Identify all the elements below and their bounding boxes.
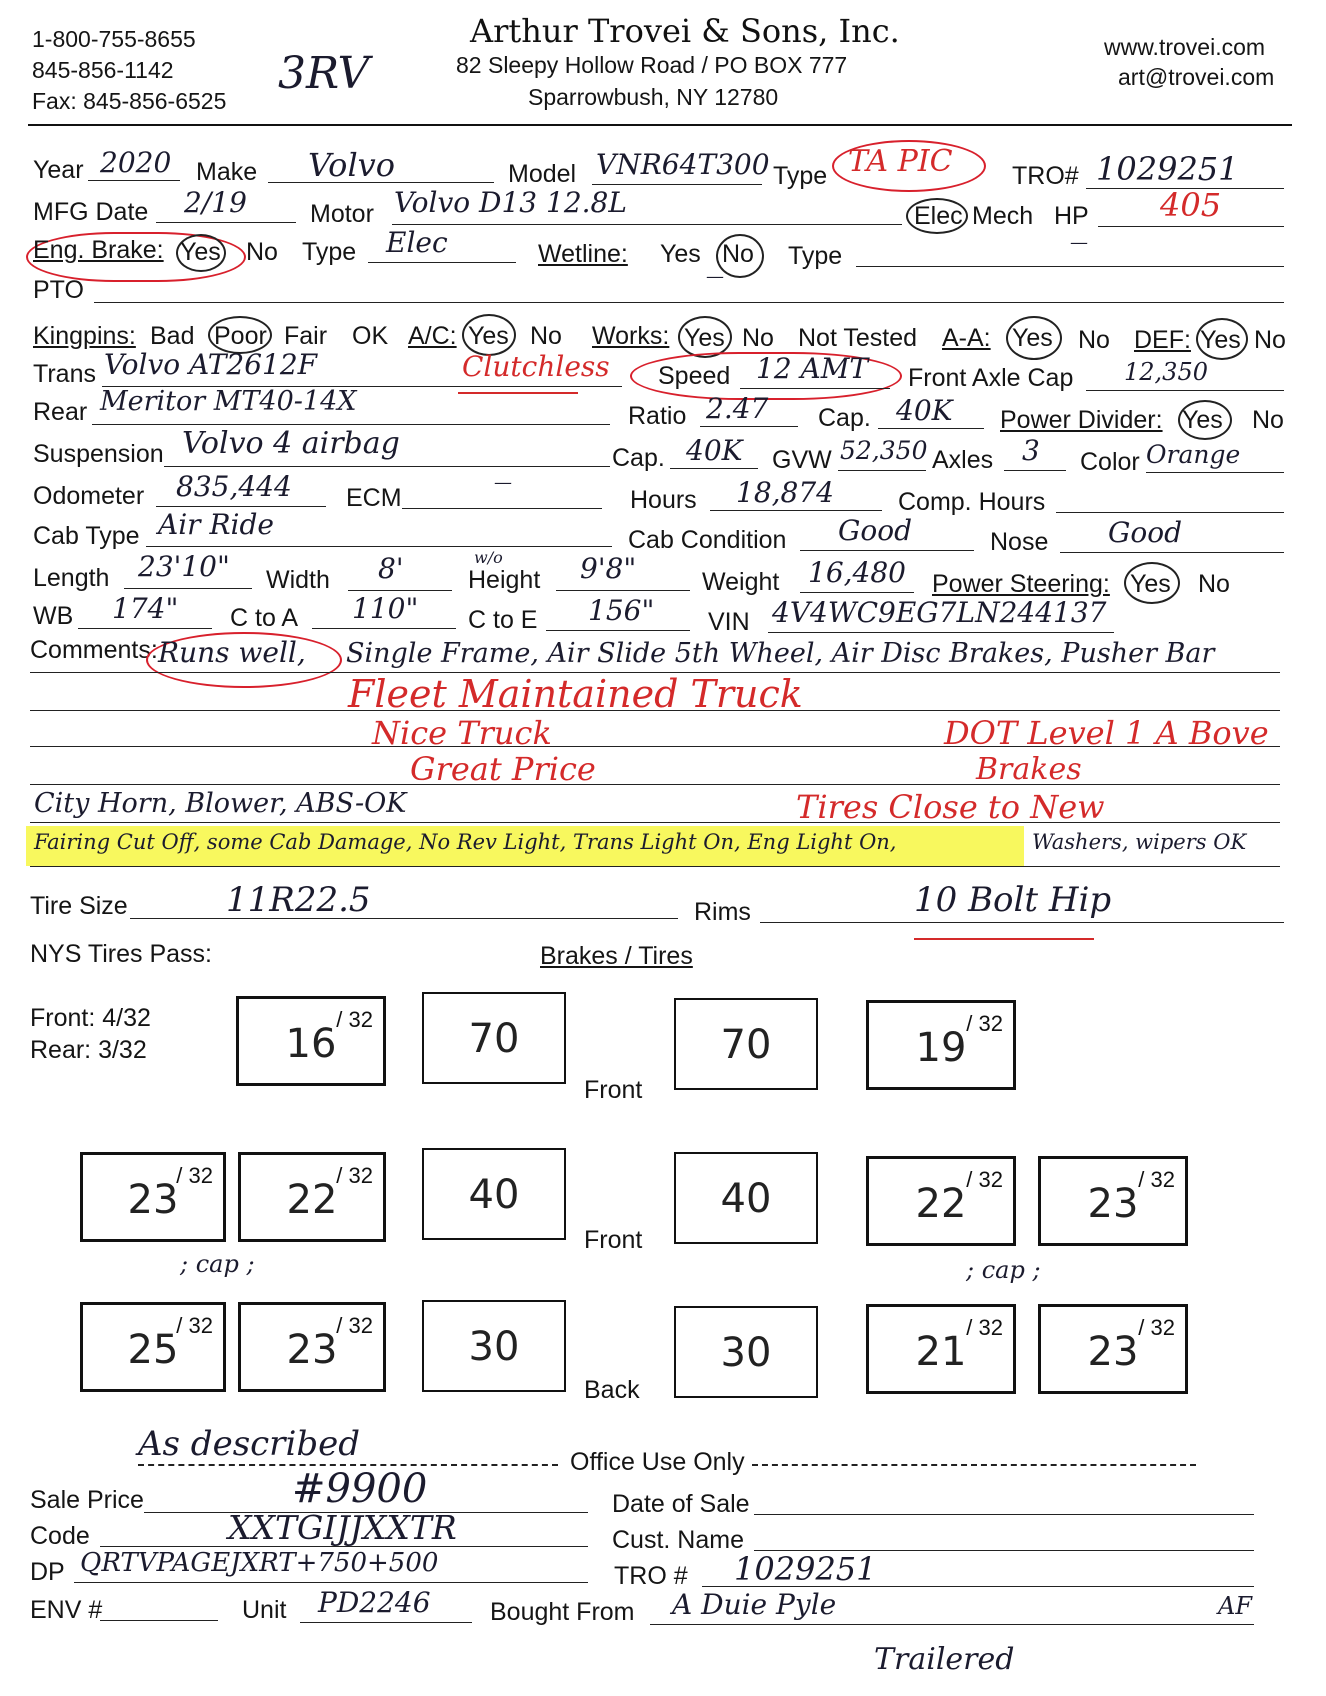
length-value[interactable]: 23'10" (138, 550, 230, 583)
cab-type-line (146, 546, 612, 547)
tire-tread-box[interactable] (866, 1304, 1016, 1394)
dp-line (74, 1582, 588, 1583)
trans-note-underline (458, 392, 578, 394)
aa-no[interactable]: No (1078, 326, 1110, 354)
works-label: Works: (592, 322, 670, 350)
comments-rule-2 (30, 710, 1280, 711)
aa-yes[interactable]: Yes (1012, 324, 1053, 352)
wetline-yes[interactable]: Yes (660, 240, 701, 268)
power-steering-yes[interactable]: Yes (1130, 570, 1171, 598)
kingpins-bad[interactable]: Bad (150, 322, 195, 350)
tire-tread-box[interactable] (238, 1152, 386, 1242)
per32-label: / 32 (1138, 1315, 1175, 1340)
tire-tread-value: 25 (127, 1327, 179, 1373)
works-yes[interactable]: Yes (684, 324, 725, 352)
per32-label: / 32 (336, 1007, 373, 1032)
wetline-label: Wetline: (538, 240, 628, 268)
trans-label: Trans (33, 360, 96, 388)
brake-box[interactable] (674, 998, 818, 1090)
tire-tread-value: 23 (1087, 1329, 1139, 1375)
height-note: w/o (474, 548, 503, 567)
rims-value[interactable]: 10 Bolt Hip (914, 880, 1112, 920)
tire-tread-box[interactable] (80, 1302, 226, 1392)
front-axle-cap-label: Front Axle Cap (908, 364, 1074, 392)
power-divider-label: Power Divider: (1000, 406, 1163, 434)
env-label: ENV # (30, 1596, 103, 1624)
nose-label: Nose (990, 528, 1049, 556)
brake-value: 40 (720, 1176, 772, 1222)
front-axle-cap-line (1086, 390, 1284, 391)
suspension-value[interactable]: Volvo 4 airbag (182, 426, 400, 461)
axles-line (1004, 470, 1066, 471)
weight-value[interactable]: 16,480 (808, 556, 906, 589)
works-no[interactable]: No (742, 324, 774, 352)
motor-line (392, 224, 902, 225)
works-not-tested[interactable]: Not Tested (798, 324, 918, 352)
comment-line-2[interactable]: Fleet Maintained Truck (348, 672, 803, 716)
suspension-line (164, 466, 610, 467)
tire-tread-value: 23 (127, 1177, 179, 1223)
width-label: Width (266, 566, 330, 594)
aa-label: A-A: (942, 324, 991, 352)
nose-value[interactable]: Good (1108, 516, 1183, 549)
hp-line (1098, 226, 1284, 227)
ratio-label: Ratio (628, 402, 687, 430)
color-line (1146, 472, 1284, 473)
tire-tread-value: 22 (286, 1177, 338, 1223)
width-line (348, 590, 452, 591)
unit-value[interactable]: PD2246 (318, 1586, 431, 1619)
cab-condition-line (800, 550, 974, 551)
cab-type-value[interactable]: Air Ride (158, 508, 274, 541)
brake-value: 30 (720, 1330, 772, 1376)
length-line (124, 588, 252, 589)
eng-brake-type-value[interactable]: Elec (386, 226, 448, 259)
axles-label: Axles (932, 446, 994, 474)
company-address-1: 82 Sleepy Hollow Road / PO BOX 777 (456, 52, 848, 78)
type-label: Type (773, 162, 828, 190)
handwritten-code: 3RV (278, 48, 370, 99)
pto-line (94, 302, 1284, 303)
motor-value[interactable]: Volvo D13 12.8L (394, 186, 627, 219)
ecm-label: ECM (346, 484, 402, 512)
year-value[interactable]: 2020 (100, 146, 172, 179)
per32-label: / 32 (176, 1163, 213, 1188)
power-divider-no[interactable]: No (1252, 406, 1284, 434)
power-divider-yes[interactable]: Yes (1182, 406, 1223, 434)
type-value[interactable]: TA PIC (848, 144, 953, 179)
header-divider (28, 124, 1292, 126)
speed-line (740, 388, 890, 389)
trans-note[interactable]: Clutchless (462, 350, 610, 383)
hours-label: Hours (630, 486, 697, 514)
make-value[interactable]: Volvo (308, 146, 396, 184)
nose-line (1060, 552, 1284, 553)
eng-brake-type-label: Type (302, 238, 357, 266)
tro-hash-value[interactable]: 1029251 (734, 1550, 877, 1588)
c-to-e-line (546, 630, 690, 631)
brake-box[interactable] (422, 1148, 566, 1240)
comment-line-4a[interactable]: Great Price (410, 750, 596, 788)
comments-rule-5 (30, 822, 1280, 823)
tro-label: TRO# (1012, 162, 1079, 190)
hp-label: HP (1054, 202, 1089, 230)
suspension-cap-value[interactable]: 40K (686, 434, 743, 467)
code-value[interactable]: XXTGIJJXXTR (228, 1508, 457, 1547)
def-yes[interactable]: Yes (1200, 326, 1241, 354)
rear-label: Rear (33, 398, 88, 426)
odometer-value[interactable]: 835,444 (176, 470, 292, 503)
trans-value[interactable]: Volvo AT2612F (104, 348, 318, 381)
wb-value[interactable]: 174" (112, 592, 179, 625)
unit-line (300, 1622, 472, 1623)
comments-rule-4 (30, 784, 1280, 785)
front-requirement: Front: 4/32 (30, 1004, 151, 1032)
tire-tread-box[interactable] (866, 1156, 1016, 1246)
odometer-label: Odometer (33, 482, 145, 510)
odometer-line (156, 506, 326, 507)
mfg-date-value[interactable]: 2/19 (184, 186, 247, 219)
weight-label: Weight (702, 568, 780, 596)
unit-label: Unit (242, 1596, 287, 1624)
motor-label: Motor (310, 200, 374, 228)
wetline-no[interactable]: No (722, 240, 754, 268)
eng-brake-yes[interactable]: Yes (180, 238, 221, 266)
per32-label: / 32 (966, 1011, 1003, 1036)
make-label: Make (196, 158, 258, 186)
fax-number: Fax: 845-856-6525 (32, 88, 227, 114)
ecm-line (402, 508, 602, 509)
c-to-a-value[interactable]: 110" (352, 592, 419, 625)
trailered-note: Trailered (874, 1642, 1015, 1677)
brake-value: 70 (720, 1022, 772, 1068)
cab-type-label: Cab Type (33, 522, 140, 550)
back-label: Back (584, 1376, 640, 1404)
comment-line-1[interactable]: Single Frame, Air Slide 5th Wheel, Air Disc Brakes, Pusher Bar (346, 638, 1215, 669)
website: www.trovei.com (1104, 34, 1266, 60)
height-value[interactable]: 9'8" (580, 552, 637, 585)
date-of-sale-line (754, 1514, 1254, 1515)
bought-from-label: Bought From (490, 1598, 635, 1626)
email: art@trovei.com (1118, 64, 1275, 90)
mfg-date-line (156, 222, 296, 223)
bought-from-line (650, 1624, 1254, 1625)
front-axle-cap-value[interactable]: 12,350 (1124, 358, 1208, 386)
comment-line-4b[interactable]: Brakes (976, 752, 1082, 787)
comment-line-5b[interactable]: Tires Close to New (796, 788, 1105, 826)
kingpins-label: Kingpins: (33, 322, 136, 350)
height-line (556, 590, 690, 591)
brake-box[interactable] (674, 1152, 818, 1244)
kingpins-poor[interactable]: Poor (214, 322, 267, 350)
tire-tread-box[interactable] (1038, 1156, 1188, 1246)
suspension-label: Suspension (33, 440, 164, 468)
weight-line (800, 592, 914, 593)
per32-label: / 32 (176, 1313, 213, 1338)
per32-label: / 32 (1138, 1167, 1175, 1192)
per32-label: / 32 (966, 1167, 1003, 1192)
gvw-value[interactable]: 52,350 (840, 436, 928, 465)
brake-value: 70 (468, 1016, 520, 1062)
per32-label: / 32 (966, 1315, 1003, 1340)
tro-value[interactable]: 1029251 (1096, 150, 1239, 188)
rims-label: Rims (694, 898, 751, 926)
hours-line (710, 510, 882, 511)
brake-value: 30 (468, 1324, 520, 1370)
office-dash-right (752, 1464, 1196, 1466)
color-value[interactable]: Orange (1146, 440, 1241, 469)
comment-line-3a[interactable]: Nice Truck (372, 714, 552, 752)
mfg-date-label: MFG Date (33, 198, 149, 226)
model-line (592, 184, 762, 185)
axles-value[interactable]: 3 (1022, 434, 1040, 467)
env-line (100, 1620, 218, 1621)
speed-label: Speed (658, 362, 731, 390)
comments-label: Comments: (30, 636, 158, 664)
c-to-e-label: C to E (468, 606, 538, 634)
office-use-only-label: Office Use Only (570, 1448, 745, 1476)
tire-tread-box[interactable] (80, 1152, 226, 1242)
length-label: Length (33, 564, 110, 592)
wetline-dash: — (706, 266, 724, 287)
tire-tread-value: 19 (915, 1025, 967, 1071)
comp-hours-line (1056, 512, 1284, 513)
tire-tread-box[interactable] (238, 1302, 386, 1392)
company-address-2: Sparrowbush, NY 12780 (528, 84, 779, 110)
sale-price-value[interactable]: #9900 (292, 1466, 428, 1512)
dp-value[interactable]: QRTVPAGEJXRT+750+500 (80, 1548, 439, 1578)
def-label: DEF: (1134, 326, 1191, 354)
wb-line (78, 628, 212, 629)
initials: AF (1218, 1592, 1252, 1620)
rear-cap-value[interactable]: 40K (896, 394, 953, 427)
per32-label: / 32 (336, 1313, 373, 1338)
code-label: Code (30, 1522, 90, 1550)
tire-size-label: Tire Size (30, 892, 128, 920)
mech-option[interactable]: Mech (972, 202, 1034, 230)
hp-value[interactable]: 405 (1160, 186, 1222, 224)
speed-value[interactable]: 12 AMT (756, 352, 869, 385)
eng-brake-type-line (368, 262, 516, 263)
tire-tread-box[interactable] (236, 996, 386, 1086)
wetline-type-value[interactable]: — (1070, 232, 1088, 253)
company-name: Arthur Trovei & Sons, Inc. (470, 12, 900, 50)
comment-line-3b[interactable]: DOT Level 1 A Bove (944, 714, 1269, 752)
tire-tread-box[interactable] (866, 1000, 1016, 1090)
front-label-1: Front (584, 1076, 643, 1104)
tire-tread-value: 21 (915, 1329, 967, 1375)
c-to-a-label: C to A (230, 604, 299, 632)
phone-2: 845-856-1142 (32, 57, 174, 83)
kingpins-ok[interactable]: OK (352, 322, 389, 350)
per32-label: / 32 (336, 1163, 373, 1188)
ac-yes[interactable]: Yes (468, 322, 509, 350)
color-label: Color (1080, 448, 1140, 476)
comments-rule-3 (30, 746, 1280, 747)
tire-tread-value: 23 (1087, 1181, 1139, 1227)
ac-label: A/C: (408, 322, 457, 350)
hours-value[interactable]: 18,874 (736, 476, 834, 509)
tire-size-line (130, 918, 678, 919)
tire-size-value[interactable]: 11R22.5 (226, 880, 371, 920)
gvw-label: GVW (772, 446, 832, 474)
ac-no[interactable]: No (530, 322, 562, 350)
kingpins-fair[interactable]: Fair (284, 322, 328, 350)
nys-tires-pass-label: NYS Tires Pass: (30, 940, 212, 968)
brake-box[interactable] (422, 1300, 566, 1392)
comment-line-6-highlight[interactable]: Fairing Cut Off, some Cab Damage, No Rev Light, Trans Light On, Eng Light On, (34, 830, 897, 854)
c-to-e-value[interactable]: 156" (588, 594, 655, 627)
rear-cap-label: Cap. (818, 404, 871, 432)
cap-note-right: ; cap ; (966, 1256, 1041, 1284)
pto-label: PTO (33, 276, 84, 304)
rear-requirement: Rear: 3/32 (30, 1036, 147, 1064)
def-no[interactable]: No (1254, 326, 1286, 354)
brakes-tires-heading: Brakes / Tires (540, 942, 693, 970)
model-value[interactable]: VNR64T300 (596, 148, 770, 181)
vin-line (768, 632, 1114, 633)
date-of-sale-label: Date of Sale (612, 1490, 750, 1518)
cust-name-label: Cust. Name (612, 1526, 744, 1554)
comment-line-6-rest[interactable]: Washers, wipers OK (1032, 830, 1247, 854)
tire-tread-value: 16 (285, 1021, 337, 1067)
height-label: Height (468, 566, 541, 594)
tire-tread-value: 22 (915, 1181, 967, 1227)
c-to-a-line (312, 628, 456, 629)
front-label-2: Front (584, 1226, 643, 1254)
brake-box[interactable] (422, 992, 566, 1084)
bought-from-value[interactable]: A Duie Pyle (672, 1588, 837, 1621)
dp-label: DP (30, 1558, 65, 1586)
elec-option[interactable]: Elec (914, 202, 963, 230)
power-steering-no[interactable]: No (1198, 570, 1230, 598)
wetline-type-label: Type (788, 242, 843, 270)
tire-tread-value: 23 (286, 1327, 338, 1373)
year-label: Year (33, 156, 84, 184)
rear-value[interactable]: Meritor MT40-14X (100, 386, 357, 417)
brake-value: 40 (468, 1172, 520, 1218)
width-value[interactable]: 8' (378, 552, 404, 585)
vin-value[interactable]: 4V4WC9EG7LN244137 (772, 596, 1107, 629)
rear-line (92, 424, 610, 425)
rims-red-underline (914, 938, 1094, 940)
power-steering-label: Power Steering: (932, 570, 1110, 598)
suspension-cap-label: Cap. (612, 444, 665, 472)
as-described-note: As described (138, 1424, 360, 1464)
cab-condition-label: Cab Condition (628, 526, 787, 554)
cab-condition-value[interactable]: Good (838, 514, 913, 547)
gvw-line (838, 470, 926, 471)
sale-price-label: Sale Price (30, 1486, 144, 1514)
rear-cap-line (878, 428, 984, 429)
tro-hash-label: TRO # (614, 1562, 688, 1590)
comment-runs-well[interactable]: Runs well, (158, 636, 306, 669)
comments-rule-6 (30, 866, 1280, 867)
tire-tread-box[interactable] (1038, 1304, 1188, 1394)
brake-box[interactable] (674, 1306, 818, 1398)
ratio-line (700, 426, 798, 427)
wetline-type-line (856, 266, 1284, 267)
wb-label: WB (33, 602, 74, 630)
eng-brake-label: Eng. Brake: (33, 236, 164, 264)
suspension-cap-line (670, 468, 758, 469)
rims-line (760, 922, 1284, 923)
comp-hours-label: Comp. Hours (898, 488, 1046, 516)
eng-brake-no[interactable]: No (246, 238, 278, 266)
ecm-value[interactable]: — (494, 472, 512, 493)
vin-label: VIN (708, 608, 750, 636)
comment-line-5a[interactable]: City Horn, Blower, ABS-OK (34, 788, 407, 819)
cap-note-left: ; cap ; (180, 1250, 255, 1278)
phone-1: 1-800-755-8655 (32, 26, 196, 52)
year-line (88, 180, 180, 181)
ratio-value[interactable]: 2.47 (706, 392, 769, 425)
model-label: Model (508, 160, 577, 188)
